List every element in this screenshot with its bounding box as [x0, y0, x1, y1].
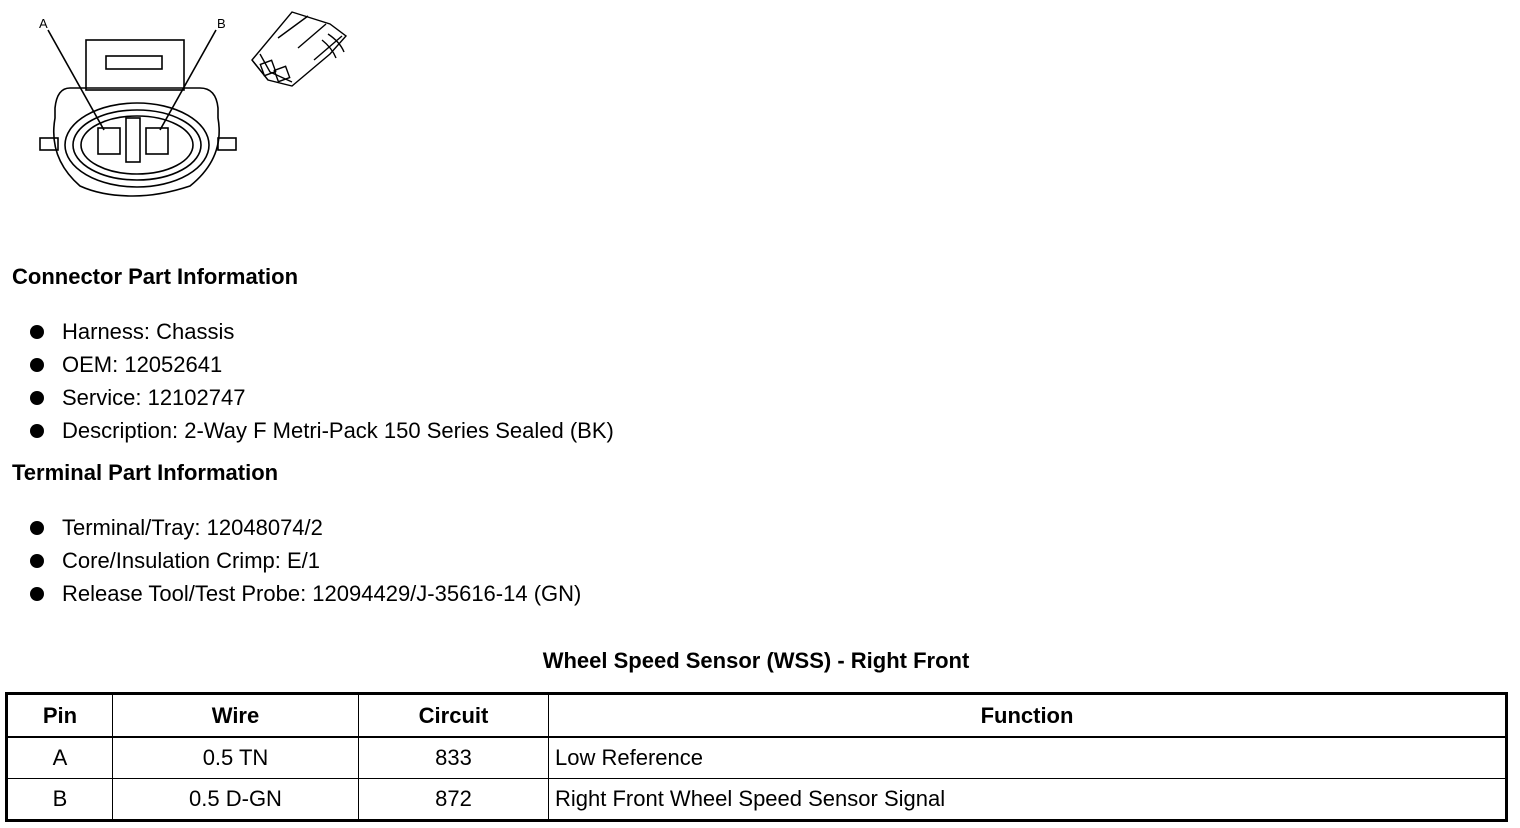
- cell-circuit: 872: [359, 779, 549, 821]
- table-title: Wheel Speed Sensor (WSS) - Right Front: [542, 648, 970, 673]
- cavity-b: [146, 128, 168, 154]
- list-item: Service: 12102747: [30, 381, 614, 414]
- connector-face-drawing: [30, 8, 370, 208]
- terminal-info-list: [30, 511, 581, 610]
- connector-info-list: [30, 315, 614, 447]
- pinout-table: [5, 692, 1508, 822]
- bullet-icon: [30, 587, 44, 601]
- table-header-row: [7, 694, 1507, 738]
- cell-function: Low Reference: [549, 737, 1507, 779]
- list-item: Release Tool/Test Probe: 12094429/J-35616-14 (GN): [30, 577, 581, 610]
- connector-part-info-heading: Connector Part Information: [12, 264, 299, 289]
- bullet-icon: [30, 391, 44, 405]
- list-item: Terminal/Tray: 12048074/2: [30, 511, 581, 544]
- cell-pin: B: [7, 779, 113, 821]
- list-item: Core/Insulation Crimp: E/1: [30, 544, 581, 577]
- bullet-icon: [30, 325, 44, 339]
- connector-latch: [86, 40, 184, 90]
- bullet-icon: [30, 358, 44, 372]
- cell-wire: 0.5 TN: [113, 737, 359, 779]
- cell-wire: 0.5 D-GN: [113, 779, 359, 821]
- table-row: [7, 779, 1507, 821]
- cell-function: Right Front Wheel Speed Sensor Signal: [549, 779, 1507, 821]
- cavity-a: [98, 128, 120, 154]
- list-item: OEM: 12052641: [30, 348, 614, 381]
- cell-pin: A: [7, 737, 113, 779]
- pin-label-a: A: [39, 16, 48, 31]
- bullet-icon: [30, 521, 44, 535]
- header-wire: Wire: [113, 694, 359, 738]
- pin-label-b: B: [217, 16, 226, 31]
- connector-diagram: [30, 8, 370, 208]
- header-function: Function: [549, 694, 1507, 738]
- list-item: Description: 2-Way F Metri-Pack 150 Series Sealed (BK): [30, 414, 614, 447]
- cell-circuit: 833: [359, 737, 549, 779]
- terminal-part-info-heading: Terminal Part Information: [12, 460, 279, 485]
- bullet-icon: [30, 554, 44, 568]
- bullet-icon: [30, 424, 44, 438]
- header-pin: Pin: [7, 694, 113, 738]
- header-circuit: Circuit: [359, 694, 549, 738]
- connector-perspective-icon: [252, 12, 346, 86]
- list-item: Harness: Chassis: [30, 315, 614, 348]
- table-row: [7, 737, 1507, 779]
- right-mount-tab: [218, 138, 236, 150]
